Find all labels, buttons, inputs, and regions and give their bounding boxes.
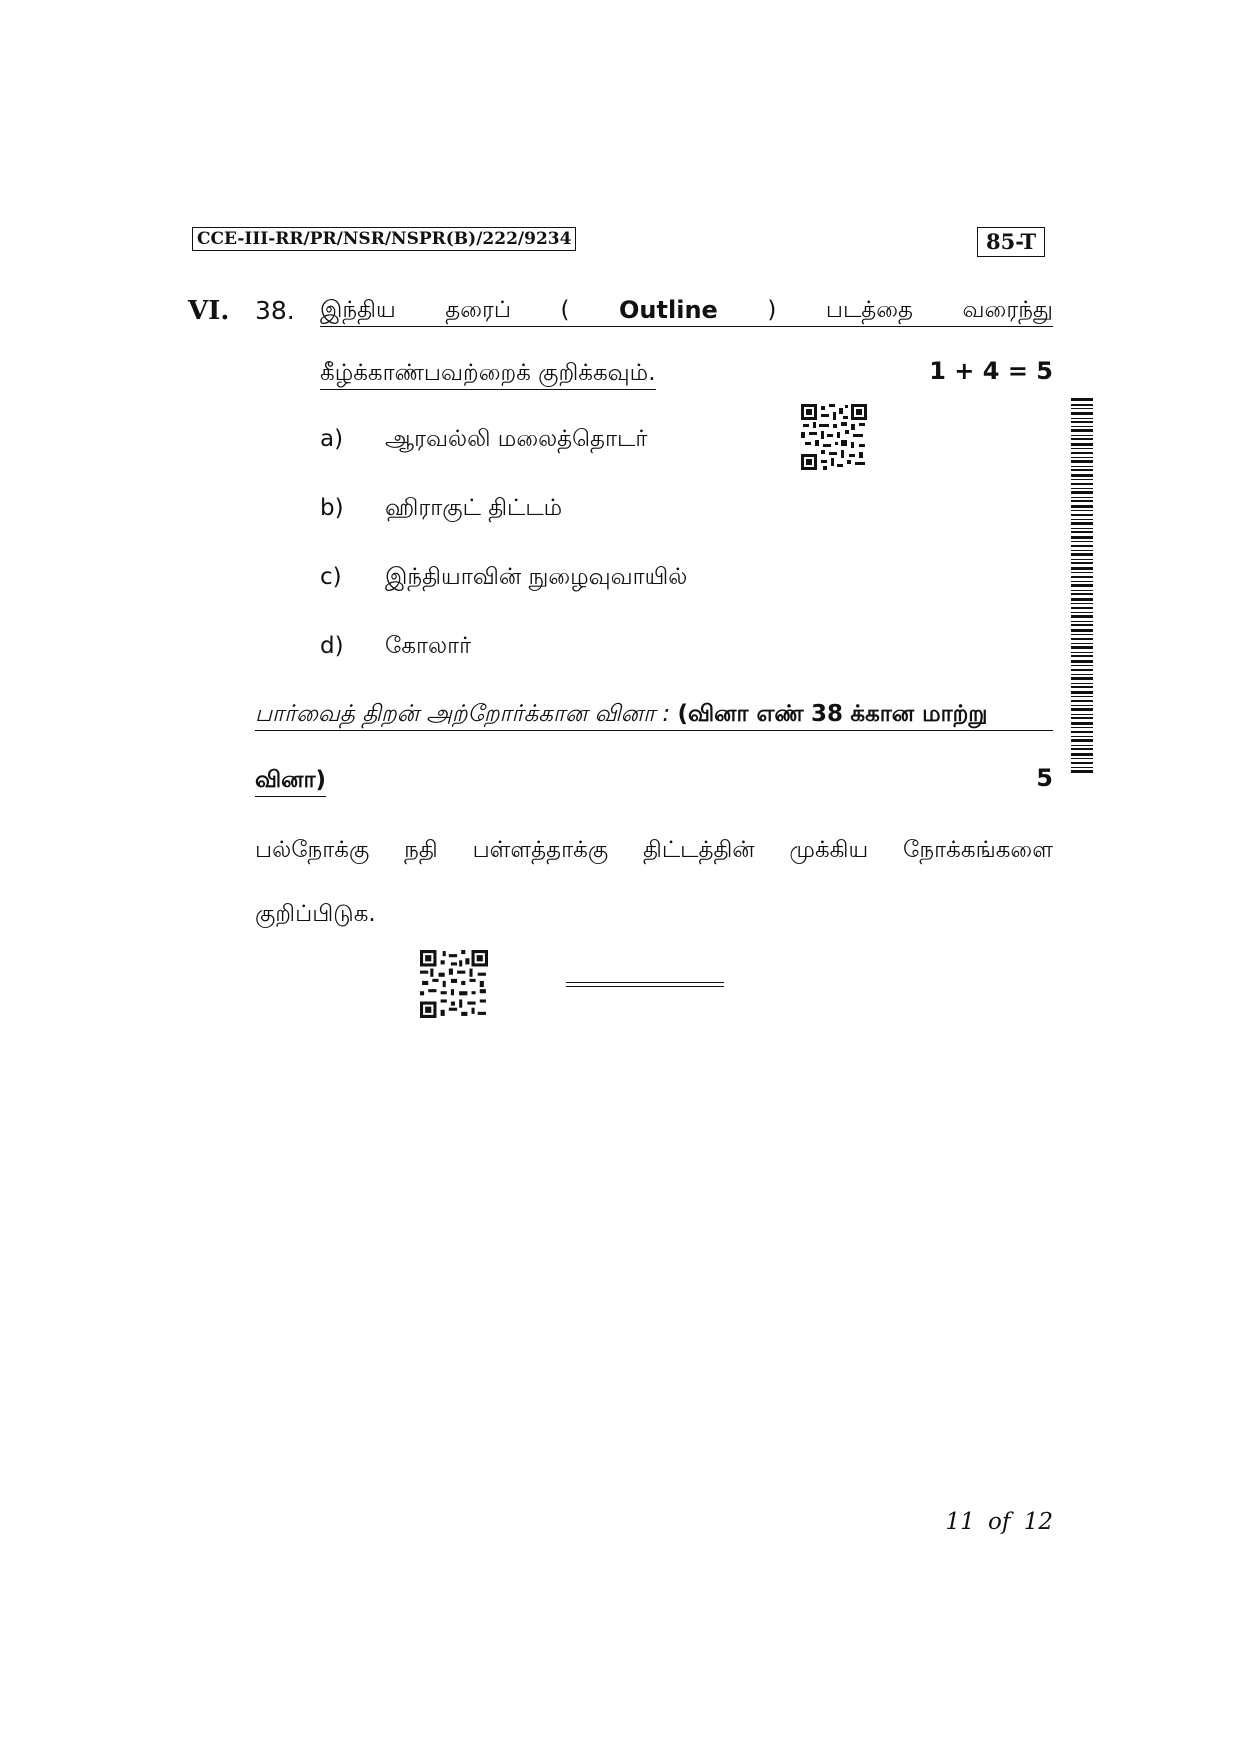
- subject-code: 85-T: [977, 227, 1045, 257]
- section-label: VI.: [188, 296, 230, 326]
- barcode-icon: [1071, 398, 1093, 773]
- alternate-word: திட்டத்தின்: [643, 837, 755, 863]
- alternate-word: பல்நோக்கு: [255, 837, 370, 863]
- question-word: படத்தை: [825, 297, 914, 323]
- alternate-heading-italic: பார்வைத் திறன் அற்றோர்க்கான வினா :: [255, 701, 671, 727]
- option-text-c: இந்தியாவின் நுழைவுவாயில்: [385, 564, 688, 590]
- option-label-b: b): [320, 495, 344, 521]
- alternate-word: முக்கிய: [789, 837, 869, 863]
- question-word: தரைப்: [445, 297, 511, 323]
- qr-code-icon: [801, 404, 867, 470]
- question-word: (: [560, 297, 570, 323]
- qr-code-icon: [420, 950, 488, 1018]
- option-label-c: c): [320, 564, 342, 590]
- alternate-word: நதி: [404, 837, 438, 863]
- alternate-heading: [255, 698, 1053, 731]
- end-rule: [566, 982, 724, 987]
- alternate-word: நோக்கங்களை: [903, 837, 1053, 863]
- option-text-d: கோலார்: [385, 633, 472, 659]
- question-marks: 1 + 4 = 5: [929, 357, 1053, 385]
- alternate-marks: 5: [1036, 764, 1053, 792]
- page-number: 11 of 12: [945, 1509, 1053, 1535]
- paper-code: CCE-III-RR/PR/NSR/NSPR(B)/222/9234: [192, 227, 576, 251]
- question-word: இந்திய: [320, 297, 396, 323]
- alternate-heading-bold-a: (வினா எண்: [677, 701, 804, 727]
- alternate-question-line-1: [255, 834, 1053, 866]
- alternate-heading-bold-b: க்கான மாற்று: [850, 701, 988, 727]
- alternate-heading-line-2: வினா): [255, 764, 326, 797]
- question-word: ): [767, 297, 777, 323]
- option-text-b: ஹிராகுட் திட்டம்: [385, 495, 563, 521]
- option-label-d: d): [320, 633, 344, 659]
- alternate-word: பள்ளத்தாக்கு: [472, 837, 609, 863]
- question-word: Outline: [619, 296, 718, 324]
- question-line-2: கீழ்க்காண்பவற்றைக் குறிக்கவும்.: [320, 357, 656, 390]
- question-number: 38.: [255, 296, 295, 325]
- question-line-1: [320, 294, 1053, 327]
- option-label-a: a): [320, 426, 344, 452]
- alternate-question-line-2: குறிப்பிடுக.: [255, 901, 376, 927]
- question-word: வரைந்து: [962, 297, 1053, 323]
- option-text-a: ஆரவல்லி மலைத்தொடர்: [385, 426, 648, 452]
- alternate-heading-number: 38: [811, 701, 844, 727]
